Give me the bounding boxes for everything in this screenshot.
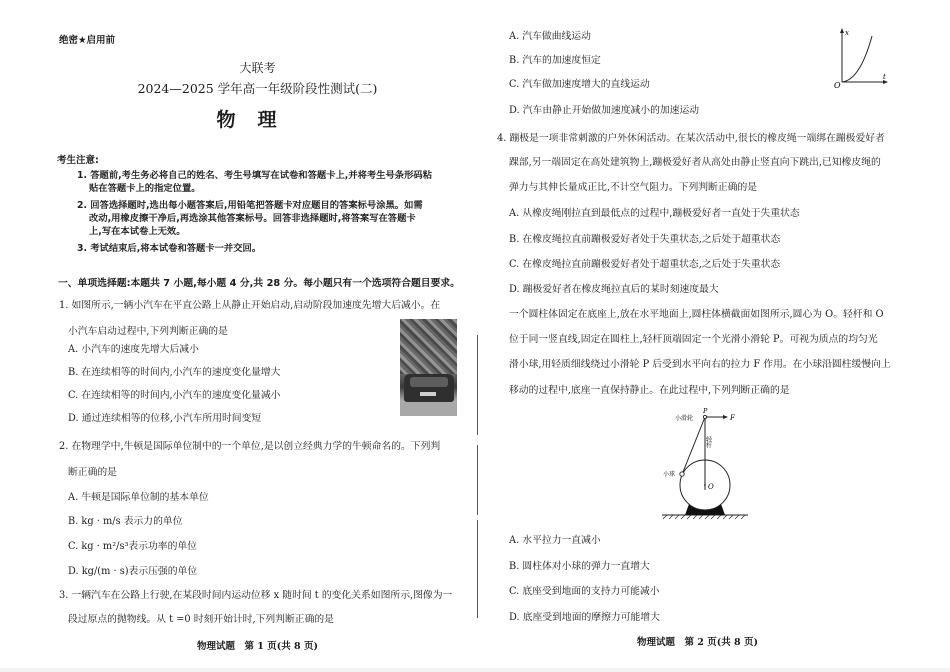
question-2-option-d: D. kg/(m · s)表示压强的单位 — [68, 566, 198, 577]
center-o-label: O — [708, 483, 714, 491]
question-3-option-b: B. 汽车的加速度恒定 — [509, 55, 601, 66]
y-axis-arrow-icon — [840, 28, 844, 33]
exam-page-1 — [0, 0, 475, 668]
question-1-stem-line1: 1. 如图所示,一辆小汽车在平直公路上从静止开始启动,启动阶段加速度先增大后减小。在 — [59, 300, 441, 311]
question-2-stem-line1: 2. 在物理学中,牛顿是国际单位制中的一个单位,是以创立经典力学的牛顿命名的。下列判 — [59, 441, 441, 452]
question-5-option-b: B. 圆柱体对小球的弹力一直增大 — [509, 561, 650, 572]
force-arrow-icon — [723, 415, 728, 419]
question-5-option-c: C. 底座受到地面的支持力可能减小 — [509, 586, 660, 597]
question-5-stem-line1: 一个圆柱体固定在底座上,放在水平地面上,圆柱体横截面如图所示,圆心为 O。轻杆和 O — [509, 309, 884, 320]
bottom-edge — [0, 668, 950, 672]
car-plate — [420, 392, 436, 396]
cylinder-pulley-diagram — [655, 408, 755, 520]
page-2-footer: 物理试题 第 2 页(共 8 页) — [637, 637, 758, 648]
question-4-option-a: A. 从橡皮绳刚拉直到最低点的过程中,蹦极爱好者一直处于失重状态 — [509, 208, 800, 219]
question-3-option-c: C. 汽车做加速度增大的直线运动 — [509, 79, 650, 90]
confidential-label: 绝密★启用前 — [59, 35, 116, 46]
question-2-option-a: A. 牛顿是国际单位制的基本单位 — [68, 492, 209, 503]
question-5-option-a: A. 水平拉力一直减小 — [509, 535, 601, 546]
notice-item-2-line2: 改动,用橡皮擦干净后,再选涂其他答案标号。回答非选择题时,将答案写在答题卡 — [89, 213, 416, 224]
question-1-option-a: A. 小汽车的速度先增大后减小 — [68, 344, 199, 355]
question-4-option-b: B. 在橡皮绳拉直前蹦极爱好者处于失重状态,之后处于超重状态 — [509, 234, 781, 245]
question-2-stem-line2: 断正确的是 — [68, 467, 117, 478]
origin-label: O — [834, 81, 841, 88]
question-1-option-b: B. 在连续相等的时间内,小汽车的速度变化量增大 — [68, 367, 281, 378]
small-ball-icon — [680, 472, 684, 476]
question-1-stem-line2: 小汽车启动过程中,下列判断正确的是 — [68, 326, 228, 337]
question-5-stem-line4: 移动的过程中,底座一直保持静止。在此过程中,下列判断正确的是 — [509, 385, 790, 396]
y-axis-label: x — [845, 29, 849, 37]
question-1-option-d: D. 通过连续相等的位移,小汽车所用时间变短 — [68, 413, 262, 424]
notice-item-1-line1: 1. 答题前,考生务必将自己的姓名、考生号填写在试卷和答题卡上,并将考生号条形码粘 — [77, 170, 432, 181]
question-3-stem-line2: 段过原点的抛物线。从 t =0 时刻开始计时,下列判断正确的是 — [68, 614, 334, 625]
question-3-option-d: D. 汽车由静止开始做加速度减小的加速运动 — [509, 105, 700, 116]
point-p-label: P — [703, 408, 708, 415]
question-5-stem-line2: 位于同一竖直线,固定在圆柱上,轻杆顶端固定一个光滑小滑轮 P。可视为质点的均匀光 — [509, 334, 878, 345]
parabola-curve — [842, 36, 872, 82]
notice-item-3: 3. 考试结束后,将本试卷和答题卡一并交回。 — [77, 243, 262, 254]
question-4-stem-line3: 弹力与其伸长量成正比,不计空气阻力。下列判断正确的是 — [509, 182, 758, 193]
x-t-graph — [830, 26, 890, 88]
page-1-footer: 物理试题 第 1 页(共 8 页) — [197, 641, 318, 652]
force-label: F — [730, 414, 735, 422]
subject-title: 物理 — [216, 109, 299, 131]
question-4-stem-line1: 4. 蹦极是一项非常刺激的户外休闲活动。在某次活动中,很长的橡皮绳一端绑在蹦极爱好者 — [497, 133, 885, 144]
question-4-option-c: C. 在橡皮绳拉直前蹦极爱好者处于超重状态,之后处于失重状态 — [509, 259, 781, 270]
exam-organizer: 大联考 — [239, 61, 276, 75]
x-axis-label: t — [883, 73, 886, 81]
question-5-option-d: D. 底座受到地面的摩擦力可能增大 — [509, 612, 660, 623]
tree-branches — [400, 319, 457, 374]
notice-item-2-line3: 上,写在本试卷上无效。 — [89, 226, 186, 237]
ball-label: 小球 — [663, 471, 676, 478]
car-window — [410, 377, 448, 387]
question-4-option-d: D. 蹦极爱好者在橡皮绳拉直后的某时刻速度最大 — [509, 284, 719, 295]
notice-item-2-line1: 2. 回答选择题时,选出每小题答案后,用铅笔把答题卡对应题目的答案标号涂黑。如需 — [77, 200, 423, 211]
rod-label: 轻杆 — [704, 436, 712, 448]
exam-page-2 — [475, 0, 950, 668]
question-4-stem-line2: 踝部,另一端固定在高处建筑物上,蹦极爱好者从高处由静止竖直向下跳出,已知橡皮绳的 — [509, 157, 881, 168]
question-3-option-a: A. 汽车做曲线运动 — [509, 31, 591, 42]
ground-hatching — [663, 515, 745, 519]
center-point — [704, 484, 706, 486]
question-5-stem-line3: 滑小球,用轻质细线绕过小滑轮 P 后受到水平向右的拉力 F 作用。在小球沿圆柱缓慢向上 — [509, 359, 891, 370]
road — [400, 403, 457, 416]
section-heading: 一、单项选择题:本题共 7 小题,每小题 4 分,共 28 分。每小题只有一个选项符合题目要求。 — [58, 278, 460, 289]
question-1-option-c: C. 在连续相等的时间内,小汽车的速度变化量减小 — [68, 390, 281, 401]
question-3-stem-line1: 3. 一辆汽车在公路上行驶,在某段时间内运动位移 x 随时间 t 的变化关系如图所示,图像为一 — [59, 590, 453, 601]
notice-title: 考生注意: — [57, 155, 99, 166]
car-photo-image — [400, 319, 457, 416]
exam-title: 2024—2025 学年高一年级阶段性测试(二) — [137, 81, 378, 96]
question-2-option-b: B. kg · m/s 表示力的单位 — [68, 516, 183, 527]
question-2-option-c: C. kg · m²/s³表示功率的单位 — [68, 541, 197, 552]
notice-item-1-line2: 贴在答题卡上的指定位置。 — [89, 183, 201, 194]
pulley-label: 小滑轮 — [675, 415, 694, 422]
